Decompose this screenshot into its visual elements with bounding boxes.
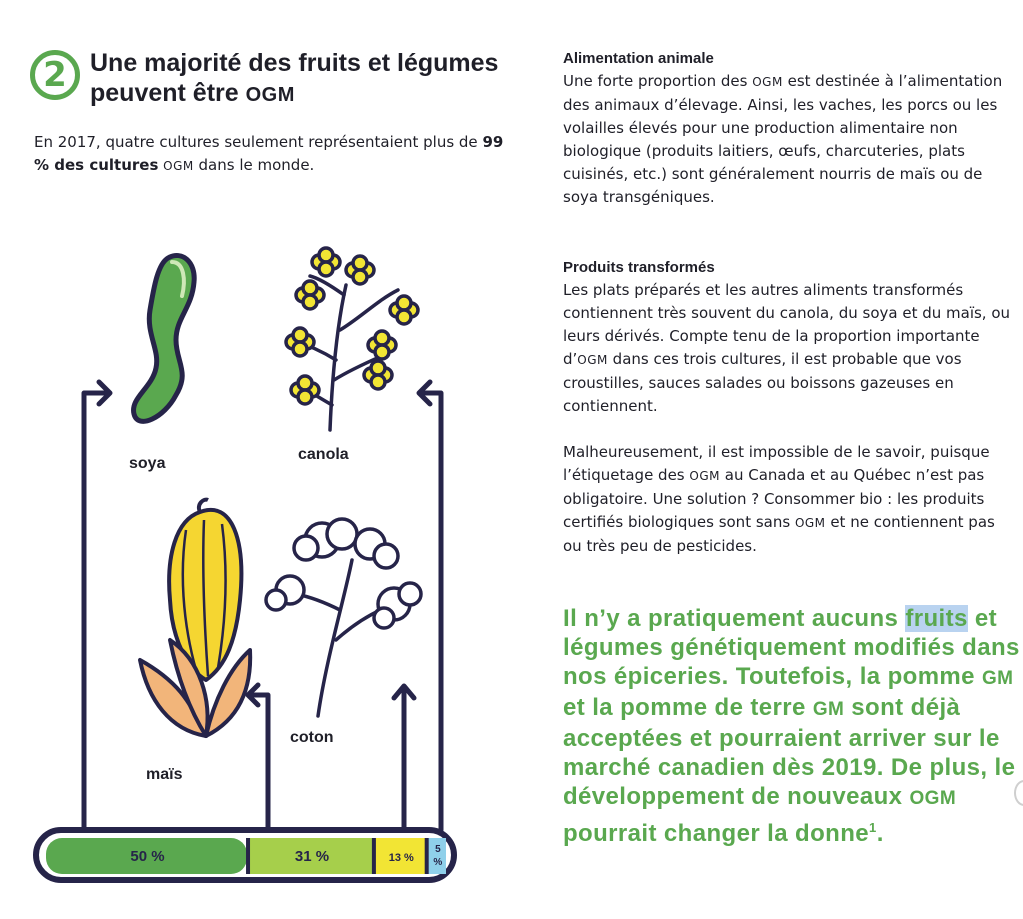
corn-icon [140, 500, 250, 736]
labeling-text-2: au Canada et au Québec n’est pas obligatoire. Une solution ? Consommer bio : les produits certifiés biologiques sont sans [563, 466, 985, 531]
labeling-acronym-1: OGM [689, 469, 721, 483]
page-title [90, 48, 530, 110]
bar-label-0: 50 % [130, 848, 165, 865]
title-acronym: OGM [245, 84, 295, 106]
arrow-soya [84, 382, 110, 830]
label-soya: soya [129, 455, 166, 472]
quote-footnote[interactable]: 1 [869, 820, 877, 835]
section-number: 2 [43, 55, 67, 95]
pull-quote [563, 604, 1023, 848]
heading-animal-feed: Alimentation animale [563, 50, 714, 67]
quote-acronym-1: GM [982, 668, 1014, 689]
arrow-canola [419, 382, 441, 830]
intro-text-2: dans le monde. [193, 156, 315, 174]
canola-icon [286, 248, 418, 430]
paragraph-animal-feed [563, 70, 1018, 209]
arrow-coton [394, 686, 414, 830]
section-number-badge [30, 50, 80, 100]
quote-acronym-3: OGM [909, 788, 957, 809]
arrow-mais [248, 685, 268, 830]
quote-text-5: pourrait changer la donne [563, 820, 870, 847]
paragraph-labeling [563, 441, 1018, 558]
soya-icon [134, 255, 195, 421]
intro-bold: 99 % des cultures [34, 133, 504, 174]
label-coton: coton [290, 729, 334, 746]
labeling-acronym-2: OGM [794, 516, 826, 530]
title-text: Une majorité des fruits et légumes peuvent être [90, 49, 499, 107]
label-canola: canola [298, 446, 349, 463]
labeling-text-1: Malheureusement, il est impossible de le savoir, puisque l’étiquetage des [563, 443, 990, 484]
intro-paragraph [34, 131, 504, 178]
bar-label-3-part-1: % [433, 857, 443, 868]
crops-illustration [0, 230, 540, 919]
intro-acronym: OGM [163, 159, 194, 173]
quote-selected-word[interactable]: fruits [905, 605, 968, 632]
quote-text-3: et la pomme de terre [563, 694, 813, 721]
quote-acronym-2: GM [812, 699, 845, 720]
quote-text-6: . [876, 820, 884, 847]
animal-text-2: est destinée à l’alimentation des animaux d’élevage. Ainsi, les vaches, les porcs ou les volailles élevés pour une production alimentaire non biologique (produits laitiers, œufs, charcuteries, plats cuisinés, etc.) sont généralement nourris de maïs ou de soya transgéniques. [563, 72, 1003, 206]
processed-text-2: dans ces trois cultures, il est probable que vos croustilles, sauces salades ou boissons gazeuses en contiennent. [563, 350, 962, 415]
heading-processed-foods: Produits transformés [563, 259, 715, 276]
animal-text-1: Une forte proportion des [563, 72, 753, 90]
quote-text-4: sont déjà acceptées et pourraient arriver sur le marché canadien dès 2019. De plus, le développement de nouveaux [563, 694, 1016, 810]
quote-text-2: et légumes génétiquement modifiés dans nos épiceries. Toutefois, la pomme [563, 605, 1020, 690]
stacked-bar-chart [36, 830, 454, 880]
bar-label-1: 31 % [294, 848, 330, 865]
intro-text-1: En 2017, quatre cultures seulement représentaient plus de [34, 133, 483, 151]
paragraph-processed-foods [563, 279, 1018, 418]
processed-text-1: Les plats préparés et les autres aliments transformés contiennent très souvent du canola, du soya et du maïs, ou leurs dérivés. Compte tenu de la proportion importante d’ [563, 281, 1011, 368]
quote-text-1: Il n’y a pratiquement aucuns [563, 605, 906, 632]
label-mais: maïs [146, 766, 183, 783]
bar-label-3-part-0: 5 [435, 844, 441, 855]
processed-acronym: OGM [577, 353, 608, 367]
cotton-icon [266, 519, 421, 716]
animal-acronym: OGM [752, 75, 783, 89]
bar-label-2: 13 % [388, 852, 414, 864]
labeling-text-3: et ne contiennent pas ou très peu de pesticides. [563, 513, 995, 555]
